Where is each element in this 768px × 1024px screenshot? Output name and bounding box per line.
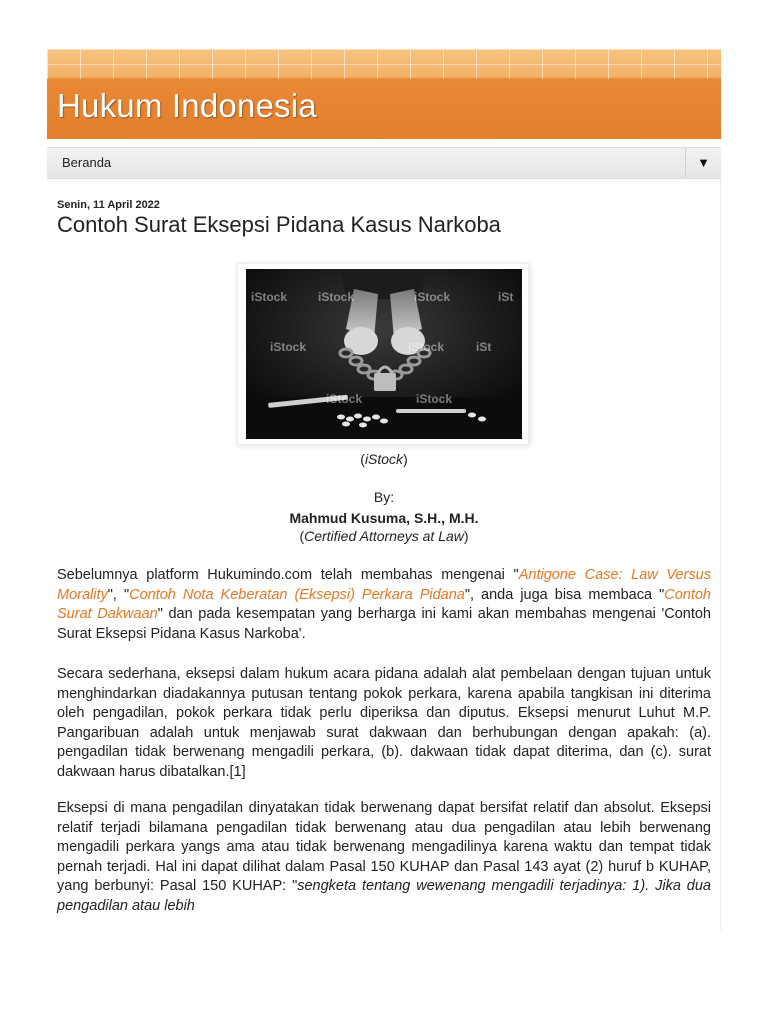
- content-divider: [720, 180, 721, 930]
- caption-open: (: [360, 451, 365, 467]
- svg-text:iStock: iStock: [408, 340, 445, 354]
- intro-text-4: " dan pada kesempatan yang berharga ini kami akan membahas mengenai 'Contoh Surat Eksepsi Pidana Kasus Narkoba'.: [57, 606, 711, 642]
- svg-text:iStock: iStock: [416, 392, 453, 406]
- author-credential: [57, 528, 711, 544]
- paragraph-eksepsi: [57, 799, 711, 916]
- link-antigone-case[interactable]: Antigone Case: Law Versus Morality: [57, 567, 711, 603]
- nav-item-beranda[interactable]: Beranda: [62, 155, 112, 170]
- caption-close: ): [403, 451, 408, 467]
- credential-text: Certified Attorneys at Law: [304, 528, 464, 544]
- eksepsi-quote: sengketa tentang wewenang mengadili terjadinya: 1). Jika dua pengadilan atau lebih: [57, 878, 711, 914]
- svg-text:iStock: iStock: [270, 340, 307, 354]
- link-nota-keberatan[interactable]: Contoh Nota Keberatan (Eksepsi) Perkara Pidana: [129, 586, 465, 603]
- blog-title[interactable]: Hukum Indonesia: [57, 87, 317, 124]
- author-name: Mahmud Kusuma, S.H., M.H.: [289, 510, 479, 526]
- byline-label: By:: [373, 489, 395, 505]
- post-date: Senin, 11 April 2022: [57, 199, 160, 211]
- intro-text-2: ", ": [107, 586, 130, 603]
- link-surat-dakwaan[interactable]: Contoh Surat Dakwaan: [57, 586, 711, 622]
- svg-text:iStock: iStock: [251, 290, 288, 304]
- svg-text:iSt: iSt: [498, 290, 514, 304]
- credential-open: (: [299, 528, 305, 544]
- caption-source: iStock: [364, 451, 404, 467]
- post-image: [246, 269, 522, 439]
- credential-close: ): [463, 528, 469, 544]
- intro-text-1: Sebelumnya platform Hukumindo.com telah membahas mengenai ": [57, 567, 519, 583]
- eksepsi-text: Eksepsi di mana pengadilan dinyatakan tidak berwenang dapat bersifat relatif dan absolut. Eksepsi relatif terjadi bilamana pengadilan tidak berwenang atau dua pengadilan atau lebih berwenang mengadili perkara yangs ama atau tidak berwenang mengadilinya karena waktu dan tempat tidak pernah terjadi. Hal ini dapat dilihat dalam Pasal 150 KUHAP dan Pasal 143 ayat (2) huruf b KUHAP, yang berbunyi: Pasal 150 KUHAP: ": [57, 800, 711, 894]
- post-title[interactable]: Contoh Surat Eksepsi Pidana Kasus Narkoba: [57, 212, 501, 237]
- svg-text:iStock: iStock: [414, 290, 451, 304]
- header-grid-pattern: [47, 49, 721, 79]
- dropdown-arrow-icon[interactable]: ▼: [685, 148, 721, 178]
- paragraph-definition: Secara sederhana, eksepsi dalam hukum acara pidana adalah alat pembelaan dengan tujuan untuk menghindarkan diadakannya putusan tentang pokok perkara, karena apabila tangkisan ini diterima oleh pengadilan, pokok perkara tidak perlu diperiksa dan diputus. Eksepsi menurut Luhut M.P. Pangaribuan adalah untuk menjawab surat dakwaan dan berhubungan dengan apakah: (a). pengadilan tidak berwenang mengadili perkara, (b). dakwaan tidak dapat diterima, dan (c). surat dakwaan harus dibatalkan.[1]: [57, 666, 711, 780]
- intro-text-3: ", anda juga bisa membaca ": [464, 586, 665, 603]
- svg-text:iSt: iSt: [476, 340, 492, 354]
- nav-bar[interactable]: [47, 147, 721, 179]
- svg-text:iStock: iStock: [326, 392, 363, 406]
- blog-header: [47, 49, 721, 139]
- svg-text:iStock: iStock: [318, 290, 355, 304]
- post-image-frame[interactable]: [237, 263, 529, 445]
- image-caption: [57, 451, 711, 467]
- paragraph-intro: [57, 566, 711, 644]
